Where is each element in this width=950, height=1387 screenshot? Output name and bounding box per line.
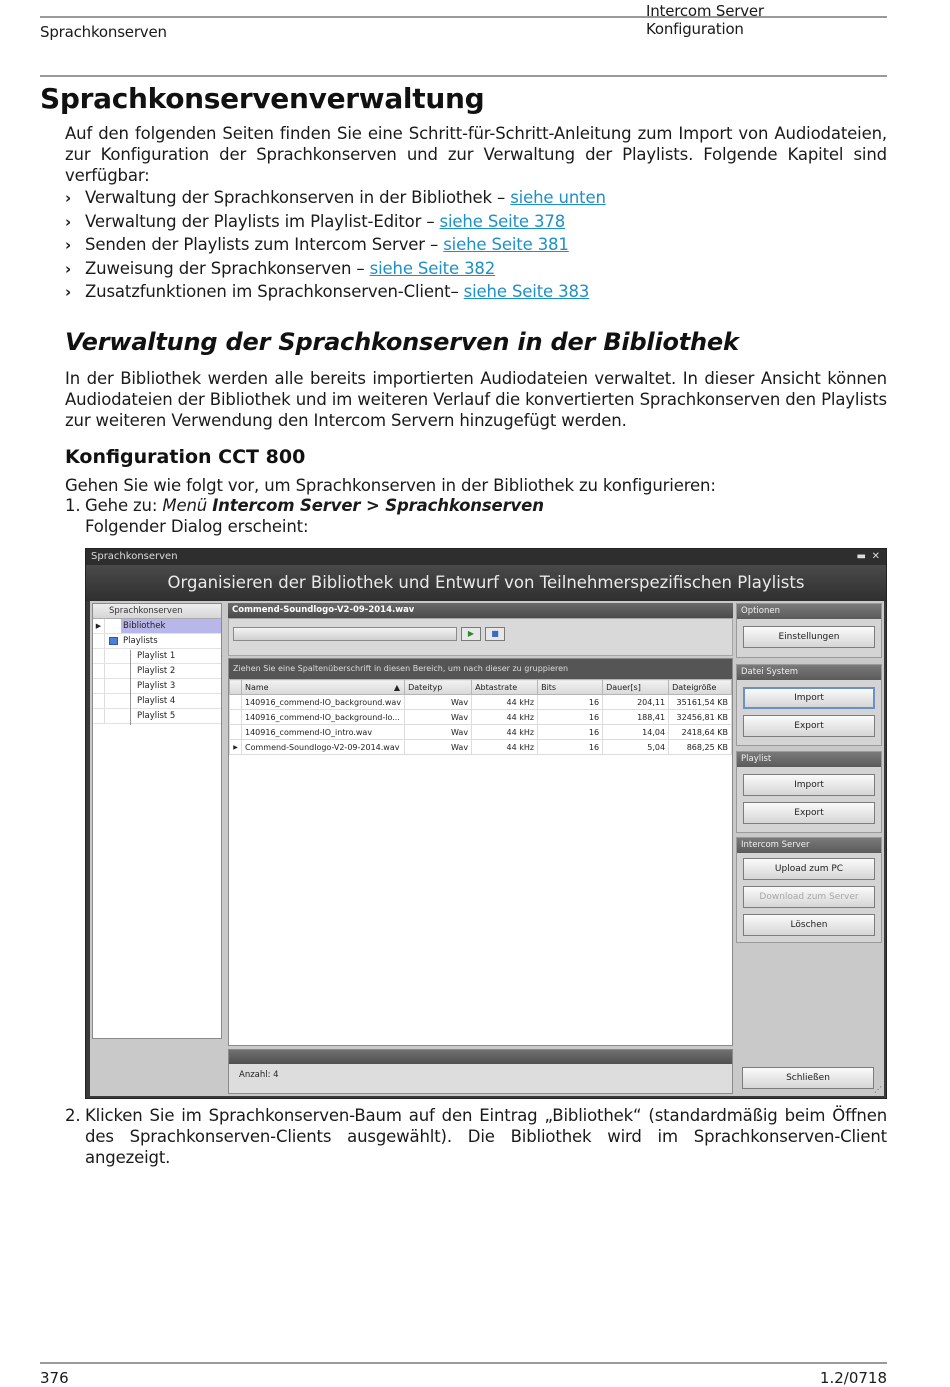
stop-icon[interactable]: ■ [485,627,505,641]
chevron-right-icon: › [65,259,72,278]
folder-icon [109,637,118,645]
player-caption: Commend-Soundlogo-V2-09-2014.wav [228,603,733,618]
playlist-import-button[interactable]: Import [743,774,875,796]
row-pointer-icon: ▶ [93,619,105,633]
window-title: Sprachkonserven [86,549,886,565]
library-panel [228,603,733,1094]
list-item: › Zuweisung der Sprachkonserven – siehe Seite 382 [65,258,496,278]
playlist-export-button[interactable]: Export [743,802,875,824]
close-button[interactable]: Schließen [742,1067,874,1089]
section-title: Verwaltung der Sprachkonserven in der Bibliothek [65,328,739,356]
table-header-row [230,680,732,695]
page-title: Sprachkonservenverwaltung [40,82,485,115]
column-name[interactable]: Name ▲ [242,680,405,695]
close-icon[interactable]: ✕ [871,551,880,562]
tree-connector [130,650,131,725]
dialog-screenshot [85,548,887,1099]
tree-item-playlist-2[interactable]: Playlist 2 [93,664,221,679]
column-dateityp[interactable]: Dateityp [405,680,472,695]
document-version: 1.2/0718 [819,1369,887,1387]
sort-asc-icon: ▲ [393,682,401,692]
chevron-right-icon: › [65,189,72,207]
row-pointer-icon: ▶ [230,740,242,755]
page-number: 376 [40,1369,69,1387]
audio-player [228,618,733,656]
footer-rule [40,1362,887,1364]
link-seite-381[interactable]: siehe Seite 381 [443,235,569,254]
link-siehe-unten[interactable]: siehe unten [510,188,606,207]
file-grid [228,658,733,1046]
chevron-right-icon: › [65,283,72,301]
step-1: 1. Gehe zu: Menü Intercom Server > Sprachkonserven [65,496,544,515]
column-abtastrate[interactable]: Abtastrate [472,680,538,695]
list-item: › Senden der Playlists zum Intercom Server – siehe Seite 381 [65,235,569,254]
subsection-intro: Gehen Sie wie folgt vor, um Sprachkonserven in der Bibliothek zu konfigurieren: [65,476,716,495]
status-bar [228,1049,733,1094]
action-panels [736,603,882,1094]
list-item: › Verwaltung der Playlists im Playlist-Editor – siehe Seite 378 [65,211,566,231]
step-1-result: Folgender Dialog erscheint: [85,517,309,536]
link-seite-378[interactable]: siehe Seite 378 [439,211,566,231]
header-chapter: Sprachkonserven [40,23,167,41]
chapter-list [65,187,887,305]
table-row[interactable]: 140916_commend-IO_background-lo... Wav 44 kHz 16 188,41 32456,81 KB [230,710,732,725]
panel-filesystem: Datei System Import Export [736,664,882,746]
resize-grip-icon[interactable]: ⋰ [874,1085,882,1094]
panel-intercom-server: Intercom Server Upload zum PC Download zum Server Löschen [736,837,882,943]
download-to-server-button[interactable]: Download zum Server [743,886,875,908]
column-dateigroesse[interactable]: Dateigröße [669,680,732,695]
subsection-title: Konfiguration CCT 800 [65,446,306,468]
file-table [229,679,732,755]
filesystem-import-button[interactable]: Import [743,687,875,709]
play-icon[interactable]: ▶ [461,627,481,641]
minimize-icon[interactable]: ▬ [856,551,866,562]
step-2: 2. Klicken Sie im Sprachkonserven-Baum auf den Eintrag „Bibliothek“ (standardmäßig beim Öffnen des Sprachkonserven-Clients ausgewählt). Die Bibliothek wird im Sprachkonserven-Client angezeigt. [65,1106,887,1167]
group-by-area[interactable]: Ziehen Sie eine Spaltenüberschrift in diesen Bereich, um nach dieser zu gruppieren [229,659,732,679]
item-count: Anzahl: 4 [239,1070,279,1080]
list-item: › Verwaltung der Sprachkonserven in der Bibliothek – siehe unten [65,188,606,207]
tree-header: Sprachkonserven [93,604,221,619]
tree-item-playlist-5[interactable]: Playlist 5 [93,709,221,724]
panel-playlist: Playlist Import Export [736,751,882,833]
upload-to-pc-button[interactable]: Upload zum PC [743,858,875,880]
tree-item-playlist-3[interactable]: Playlist 3 [93,679,221,694]
header-rule-bottom [40,75,887,77]
filesystem-export-button[interactable]: Export [743,715,875,737]
link-seite-382[interactable]: siehe Seite 382 [369,258,496,278]
delete-button[interactable]: Löschen [743,914,875,936]
panel-options: Optionen Einstellungen [736,603,882,658]
dialog-body [90,601,884,1096]
intro-paragraph: Auf den folgenden Seiten finden Sie eine Schritt-für-Schritt-Anleitung zum Import von Audiodateien, zur Konfiguration der Sprachkonserven und zur Verwaltung der Playlists. Folgende Kapitel sind verfügbar: [65,124,887,185]
tree-item-playlist-4[interactable]: Playlist 4 [93,694,221,709]
chevron-right-icon: › [65,212,72,231]
tree-item-bibliothek[interactable]: ▶ Bibliothek [93,619,221,634]
list-item: › Zusatzfunktionen im Sprachkonserven-Client– siehe Seite 383 [65,282,590,301]
tree-item-playlist-1[interactable]: Playlist 1 [93,649,221,664]
table-row[interactable]: 140916_commend-IO_intro.wav Wav 44 kHz 16 14,04 2418,64 KB [230,725,732,740]
column-dauer[interactable]: Dauer[s] [603,680,669,695]
tree-item-playlists[interactable]: Playlists [93,634,221,649]
settings-button[interactable]: Einstellungen [743,626,875,648]
column-bits[interactable]: Bits [538,680,603,695]
link-seite-383[interactable]: siehe Seite 383 [463,282,590,301]
playback-progress-bar[interactable] [233,627,457,641]
table-row[interactable]: 140916_commend-IO_background.wav Wav 44 kHz 16 204,11 35161,54 KB [230,695,732,710]
tree-panel [92,603,222,1039]
header-section: Intercom Server Konfiguration [646,2,764,38]
section-paragraph: In der Bibliothek werden alle bereits importierten Audiodateien verwaltet. In dieser Ansicht können Audiodateien der Bibliothek und im weiteren Verlauf die konvertierten Sprachkonserven den Playlists zur weiteren Verwendung den Intercom Servern hinzugefügt werden. [65,369,887,430]
dialog-banner: Organisieren der Bibliothek und Entwurf von Teilnehmerspezifischen Playlists [86,565,886,601]
chevron-right-icon: › [65,236,72,254]
table-row-selected[interactable]: ▶ Commend-Soundlogo-V2-09-2014.wav Wav 44 kHz 16 5,04 868,25 KB [230,740,732,755]
